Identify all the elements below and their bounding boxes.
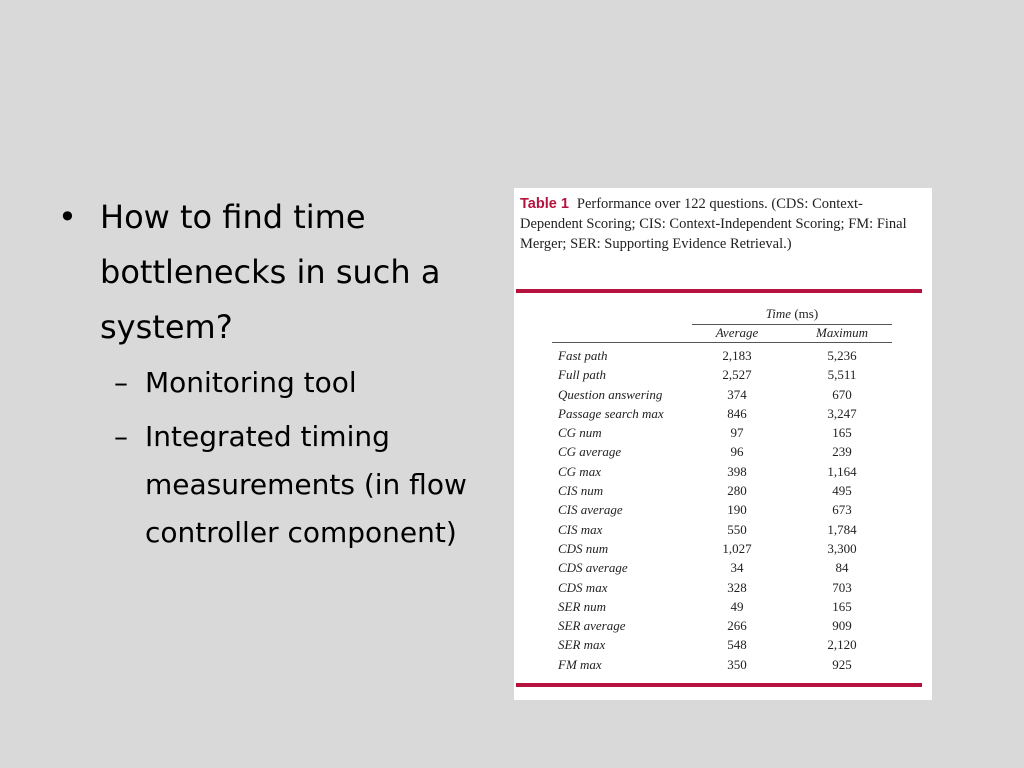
row-maximum: 1,784	[827, 521, 857, 537]
row-average: 49	[730, 598, 744, 614]
table-row	[552, 655, 892, 674]
table-caption	[520, 194, 924, 254]
row-average: 34	[730, 560, 744, 576]
table-row	[552, 500, 892, 519]
row-maximum: 673	[832, 502, 852, 518]
row-average: 550	[727, 521, 747, 537]
row-maximum: 84	[835, 560, 849, 576]
row-maximum: 2,120	[827, 637, 857, 653]
sub-bullet-1	[58, 359, 498, 407]
table-row	[552, 346, 892, 365]
row-maximum: 909	[832, 618, 852, 634]
bullet-dot-icon: •	[58, 198, 77, 236]
column-header-rule	[552, 342, 892, 343]
row-average: 190	[727, 502, 747, 518]
row-name: CG average	[558, 444, 622, 460]
row-maximum: 925	[832, 656, 852, 672]
row-average: 2,527	[722, 367, 752, 383]
row-average: 97	[730, 425, 744, 441]
row-name: CG max	[558, 463, 601, 479]
table-row	[552, 616, 892, 635]
table-row	[552, 520, 892, 539]
row-name: SER num	[558, 598, 607, 614]
average-column-header: Average	[715, 325, 759, 340]
dash-icon: –	[114, 420, 128, 453]
row-name: CIS max	[558, 521, 603, 537]
row-average: 280	[727, 483, 747, 499]
row-maximum: 165	[832, 425, 852, 441]
row-name: SER max	[558, 637, 606, 653]
row-average: 328	[727, 579, 747, 595]
row-maximum: 5,511	[827, 367, 857, 383]
row-maximum: 5,236	[827, 348, 857, 363]
table-row	[552, 539, 892, 558]
row-name: Full path	[558, 367, 607, 383]
row-maximum: 495	[832, 483, 852, 499]
bullet-main-text: How to find time bottlenecks in such a system?	[100, 198, 441, 346]
time-header-unit: (ms)	[794, 306, 819, 321]
table-row	[552, 365, 892, 384]
table-row	[552, 462, 892, 481]
row-name: CDS num	[558, 540, 609, 556]
sub-bullet-1-text: Monitoring tool	[145, 366, 357, 399]
sub-bullet-2-text: Integrated timing measurements (in flow controller component)	[145, 420, 467, 549]
table-label: Table 1	[520, 196, 569, 212]
bullet-list	[58, 190, 498, 557]
row-average: 2,183	[722, 348, 752, 363]
row-maximum: 1,164	[827, 463, 857, 479]
table-bottom-rule	[516, 683, 922, 687]
row-name: SER average	[558, 618, 626, 634]
table-row	[552, 558, 892, 577]
table-row	[552, 481, 892, 500]
maximum-column-header: Maximum	[816, 325, 868, 340]
row-average: 96	[730, 444, 744, 460]
row-name: Question answering	[558, 386, 663, 402]
table-row	[552, 423, 892, 442]
row-average: 350	[727, 656, 747, 672]
row-maximum: 165	[832, 598, 852, 614]
row-name: Passage search max	[558, 405, 664, 421]
row-name: CDS average	[558, 560, 628, 576]
table-row	[552, 404, 892, 423]
performance-table-figure	[514, 188, 932, 700]
row-average: 266	[727, 618, 747, 634]
time-header-label: Time	[765, 306, 792, 321]
row-average: 1,027	[722, 540, 752, 556]
row-name: CIS num	[558, 483, 604, 499]
row-average: 398	[727, 463, 747, 479]
row-average: 374	[727, 386, 747, 402]
row-maximum: 3,247	[827, 405, 857, 421]
row-name: Fast path	[558, 348, 608, 363]
table-row	[552, 597, 892, 616]
row-name: CG num	[558, 425, 602, 441]
table-row	[552, 578, 892, 597]
row-average: 548	[727, 637, 747, 653]
row-name: CIS average	[558, 502, 623, 518]
table-caption-text: Performance over 122 questions. (CDS: Context-Dependent Scoring; CIS: Context-Independent Scoring; FM: Final Merger; SER: Supporting Evidence Retrieval.)	[520, 196, 907, 252]
table-row	[552, 442, 892, 461]
row-maximum: 703	[832, 579, 852, 595]
row-maximum: 3,300	[827, 540, 857, 556]
table-row	[552, 385, 892, 404]
row-name: FM max	[558, 656, 602, 672]
sub-bullet-2	[58, 413, 498, 557]
table-row	[552, 635, 892, 654]
row-maximum: 670	[832, 386, 852, 402]
table-body	[552, 346, 892, 674]
table-top-rule	[516, 289, 922, 293]
bullet-main	[58, 190, 498, 355]
row-name: CDS max	[558, 579, 608, 595]
dash-icon: –	[114, 366, 128, 399]
row-maximum: 239	[832, 444, 852, 460]
row-average: 846	[727, 405, 747, 421]
time-header	[692, 306, 892, 322]
